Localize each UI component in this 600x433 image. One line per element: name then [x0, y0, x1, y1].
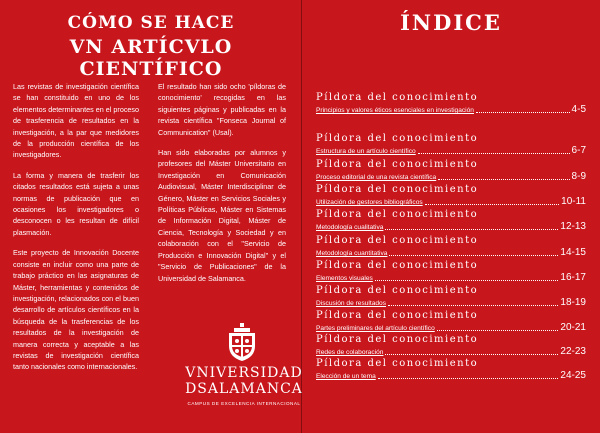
entry-row — [316, 172, 586, 182]
entry-title[interactable]: Redes de colaboración — [316, 349, 384, 356]
dot-leader — [425, 204, 560, 205]
entry-row — [316, 273, 586, 283]
entry-heading: Píldora del conocimiento — [316, 133, 479, 144]
entry-title[interactable]: Utilización de gestores bibliográficos — [316, 199, 423, 206]
entry-heading: Píldora del conocimiento — [316, 92, 479, 103]
entry-title[interactable]: Discusión de resultados — [316, 300, 387, 307]
index-entry[interactable] — [316, 133, 586, 156]
university-crest-icon — [225, 322, 259, 362]
index-entry[interactable] — [316, 159, 586, 182]
entry-pages: 20-21 — [560, 322, 586, 333]
university-name — [164, 365, 324, 397]
index-entry[interactable] — [316, 184, 586, 207]
entry-row — [316, 323, 586, 333]
dot-leader — [389, 255, 558, 256]
title-line-2: VN ARTÍCVLO CIENTÍFICO — [69, 36, 233, 80]
entry-title[interactable]: Proceso editorial de una revista científica — [316, 174, 437, 181]
campus-tagline: CAMPUS DE EXCELENCIA INTERNACIONAL — [187, 401, 301, 406]
entry-heading: Píldora del conocimiento — [316, 159, 479, 170]
entry-pages: 4-5 — [571, 104, 586, 115]
entry-heading: Píldora del conocimiento — [316, 235, 479, 246]
paragraph: Este proyecto de Innovación Docente consiste en incluir como una parte de trabajo práctico en las asignaturas de Máster, herramientas y contenidos de investigación, relacionados con el buen desarrollo de artículos científicos en la búsqueda de la trasferencias de los resultados de la investigación de manera correcta y aceptable a las revistas de investigación científica tanto nacionales como internacionales. — [13, 248, 139, 372]
dot-leader — [378, 378, 559, 379]
entry-pages: 10-11 — [561, 196, 586, 207]
index-entry[interactable] — [316, 260, 586, 283]
index-entry[interactable] — [316, 92, 586, 115]
entry-title[interactable]: Metodología cuantitativa — [316, 250, 388, 257]
entry-row — [316, 248, 586, 258]
entry-row — [316, 197, 586, 207]
paragraph: La forma y manera de trasferir los citados resultados está sujeta a unas normas de publicación que en ocasiones los investigadores o desconocen o les resultan de difícil plasmación. — [13, 170, 139, 237]
index-entry[interactable] — [316, 358, 586, 381]
index-title: ÍNDICE — [400, 10, 502, 35]
entry-pages: 18-19 — [560, 297, 586, 308]
entry-pages: 14-15 — [560, 247, 586, 258]
entry-title[interactable]: Estructura de un artículo científico — [316, 148, 416, 155]
entry-heading: Píldora del conocimiento — [316, 184, 479, 195]
entry-pages: 22-23 — [560, 346, 586, 357]
index-entry[interactable] — [316, 209, 586, 232]
right-page — [302, 0, 600, 433]
entry-row — [316, 105, 586, 115]
dot-leader — [388, 305, 558, 306]
university-name-line-1: VNIVERSIDAD — [185, 365, 303, 381]
entry-heading: Píldora del conocimiento — [316, 334, 479, 345]
entry-row — [316, 347, 586, 357]
dot-leader — [375, 280, 559, 281]
dot-leader — [418, 153, 570, 154]
university-name-line-2: DSALAMANCA — [185, 381, 303, 397]
entry-row — [316, 298, 586, 308]
dot-leader — [438, 179, 569, 180]
intro-column-1 — [13, 81, 139, 382]
entry-heading: Píldora del conocimiento — [316, 358, 479, 369]
entry-row — [316, 371, 586, 381]
entry-pages: 8-9 — [571, 171, 586, 182]
entry-pages: 6-7 — [571, 145, 586, 156]
entry-heading: Píldora del conocimiento — [316, 260, 479, 271]
index-entry[interactable] — [316, 235, 586, 258]
entry-title[interactable]: Elementos visuales — [316, 275, 373, 282]
entry-heading: Píldora del conocimiento — [316, 209, 479, 220]
entry-pages: 12-13 — [560, 221, 586, 232]
entry-title[interactable]: Metodología cualitativa — [316, 224, 384, 231]
dot-leader — [385, 229, 558, 230]
paragraph: El resultado han sido ocho 'píldoras de conocimiento' recogidas en las siguientes páginas y publicadas en la revista científica "Fonseca Journal of Communication" (Usal). — [158, 82, 286, 137]
index-entry[interactable] — [316, 334, 586, 357]
entry-heading: Píldora del conocimiento — [316, 285, 479, 296]
entry-title[interactable]: Principios y valores éticos esenciales en investigación — [316, 107, 474, 114]
paragraph: Las revistas de investigación científica se han constituido en uno de los elementos determinantes en el proceso de trasferencia de resultados en la investigación, a la par que medidores de la producción científica de los investigadores. — [13, 82, 139, 160]
entry-row — [316, 222, 586, 232]
dot-leader — [437, 330, 559, 331]
index-entry[interactable] — [316, 310, 586, 333]
entry-row — [316, 146, 586, 156]
entry-pages: 16-17 — [560, 272, 586, 283]
entry-pages: 24-25 — [560, 370, 586, 381]
entry-title[interactable]: Elección de un tema — [316, 373, 376, 380]
entry-heading: Píldora del conocimiento — [316, 310, 479, 321]
paragraph: Han sido elaboradas por alumnos y profesores del Máster Universitario en Investigación en Comunicación Audiovisual, Máster Interdisciplinar de Género, Máster en Servicios Sociales y Políticas Públicas, Máster en Sistemas de Información Digital, Máster de Ciencia, Tecnología y Sociedad y en colaboración con el "Servicio de Producción e Innovación Digital" y el "Servicio de Publicaciones" de la Universidad de Salamanca. — [158, 148, 286, 283]
entry-title[interactable]: Partes preliminares del artículo científico — [316, 325, 435, 332]
intro-column-2 — [158, 81, 286, 293]
dot-leader — [385, 354, 558, 355]
dot-leader — [476, 112, 570, 113]
title-line-1: CÓMO SE HACE — [67, 13, 235, 33]
index-entry[interactable] — [316, 285, 586, 308]
